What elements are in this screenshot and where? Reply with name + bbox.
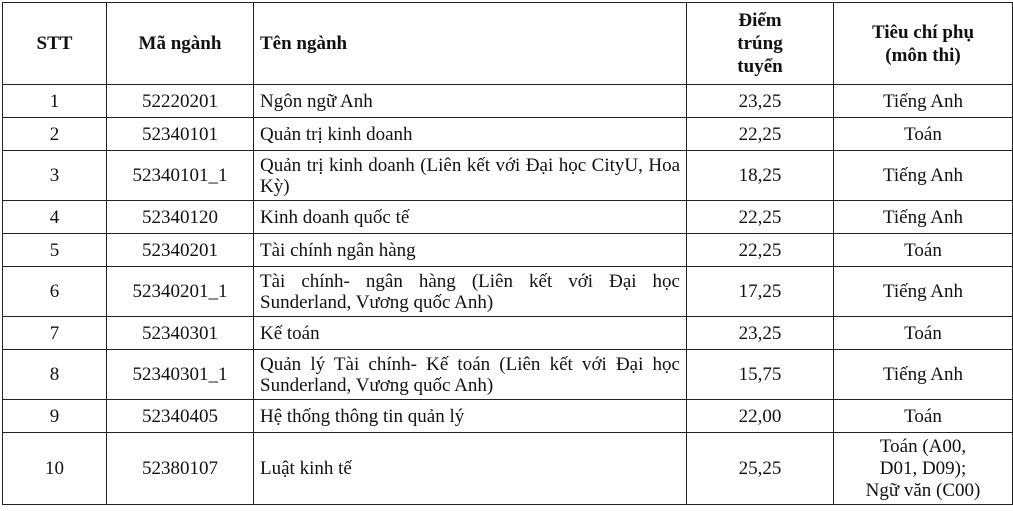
cell-name: Kinh doanh quốc tế	[254, 201, 687, 234]
cell-stt: 9	[3, 400, 107, 433]
cell-code: 52380107	[107, 433, 254, 505]
header-name: Tên ngành	[254, 3, 687, 85]
criteria-line: D01, D09);	[879, 457, 967, 479]
table-row	[3, 118, 1013, 151]
cell-criteria: Tiếng Anh	[834, 151, 1013, 201]
table-row	[3, 151, 1013, 201]
cell-score: 18,25	[687, 151, 834, 201]
cell-name: Kế toán	[254, 317, 687, 350]
cell-name: Hệ thống thông tin quản lý	[254, 400, 687, 433]
table-row	[3, 400, 1013, 433]
cell-score: 23,25	[687, 317, 834, 350]
header-stt: STT	[3, 3, 107, 85]
table-row	[3, 85, 1013, 118]
table-row	[3, 234, 1013, 267]
cell-score: 22,25	[687, 118, 834, 151]
cell-code: 52340101	[107, 118, 254, 151]
header-criteria	[834, 3, 1013, 85]
cell-code: 52340201_1	[107, 267, 254, 317]
cell-name: Luật kinh tế	[254, 433, 687, 505]
table-row	[3, 317, 1013, 350]
cell-code: 52340101_1	[107, 151, 254, 201]
cell-stt: 5	[3, 234, 107, 267]
cell-score: 22,25	[687, 234, 834, 267]
cell-stt: 3	[3, 151, 107, 201]
cell-code: 52220201	[107, 85, 254, 118]
cell-criteria: Toán	[834, 317, 1013, 350]
cell-criteria	[834, 433, 1013, 505]
header-score	[687, 3, 834, 85]
table-row	[3, 267, 1013, 317]
cell-criteria: Tiếng Anh	[834, 85, 1013, 118]
cell-score: 23,25	[687, 85, 834, 118]
cell-stt: 8	[3, 350, 107, 400]
table-row	[3, 433, 1013, 505]
header-score-line3: tuyển	[737, 56, 783, 77]
cell-code: 52340301_1	[107, 350, 254, 400]
cell-stt: 10	[3, 433, 107, 505]
cell-name: Quản trị kinh doanh	[254, 118, 687, 151]
cell-name: Quản lý Tài chính- Kế toán (Liên kết với Đại học Sunderland, Vương quốc Anh)	[254, 350, 687, 400]
cell-score: 25,25	[687, 433, 834, 505]
cell-stt: 4	[3, 201, 107, 234]
cell-code: 52340120	[107, 201, 254, 234]
admission-scores-table	[2, 2, 1013, 505]
cell-stt: 2	[3, 118, 107, 151]
cell-code: 52340301	[107, 317, 254, 350]
header-score-line1: Điểm	[738, 10, 782, 31]
cell-code: 52340201	[107, 234, 254, 267]
cell-name: Tài chính ngân hàng	[254, 234, 687, 267]
cell-criteria: Toán	[834, 400, 1013, 433]
table-header-row	[3, 3, 1013, 85]
cell-criteria: Toán	[834, 234, 1013, 267]
header-score-line2: trúng	[737, 33, 783, 54]
cell-score: 15,75	[687, 350, 834, 400]
table-row	[3, 350, 1013, 400]
cell-stt: 6	[3, 267, 107, 317]
cell-criteria: Toán	[834, 118, 1013, 151]
header-criteria-line1: Tiêu chí phụ	[871, 21, 975, 43]
cell-score: 22,00	[687, 400, 834, 433]
cell-stt: 7	[3, 317, 107, 350]
cell-criteria: Tiếng Anh	[834, 350, 1013, 400]
cell-score: 17,25	[687, 267, 834, 317]
cell-name: Tài chính- ngân hàng (Liên kết với Đại học Sunderland, Vương quốc Anh)	[254, 267, 687, 317]
header-criteria-line2: (môn thi)	[885, 44, 961, 66]
cell-stt: 1	[3, 85, 107, 118]
cell-name: Ngôn ngữ Anh	[254, 85, 687, 118]
cell-name: Quản trị kinh doanh (Liên kết với Đại học CityU, Hoa Kỳ)	[254, 151, 687, 201]
cell-score: 22,25	[687, 201, 834, 234]
cell-criteria: Tiếng Anh	[834, 201, 1013, 234]
table-row	[3, 201, 1013, 234]
cell-criteria: Tiếng Anh	[834, 267, 1013, 317]
criteria-line: Toán (A00,	[879, 435, 967, 457]
cell-code: 52340405	[107, 400, 254, 433]
criteria-line: Ngữ văn (C00)	[865, 479, 981, 501]
header-code: Mã ngành	[107, 3, 254, 85]
